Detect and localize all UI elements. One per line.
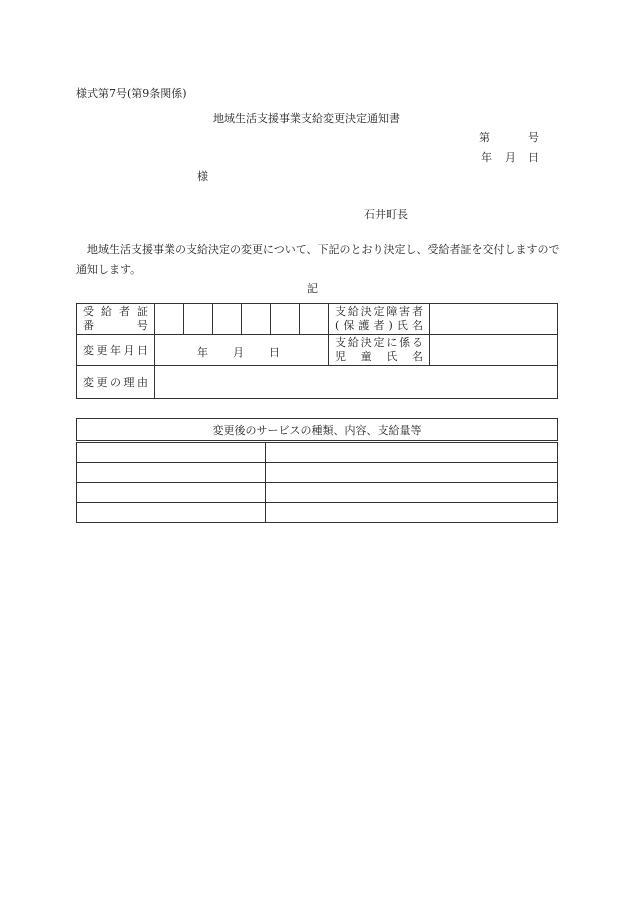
change-reason-label xyxy=(77,366,155,399)
cert-number-digit-box xyxy=(300,304,329,335)
label-char: 児 xyxy=(335,350,346,363)
cert-number-label-line2 xyxy=(83,319,148,333)
label-char: に xyxy=(386,336,398,349)
change-date-field xyxy=(155,335,329,366)
label-char: 年 xyxy=(110,344,121,357)
service-type-cell xyxy=(77,483,266,503)
service-detail-cell xyxy=(266,483,558,503)
label-char: 名 xyxy=(411,319,423,332)
issue-date-year: 年 xyxy=(481,151,492,164)
form-number-label: 様式第7号(第9条関係) xyxy=(76,87,187,100)
label-char: 障 xyxy=(386,305,398,318)
info-table xyxy=(76,303,558,399)
change-date-year: 年 xyxy=(197,346,208,359)
label-char: 月 xyxy=(123,344,135,357)
change-date-label xyxy=(77,335,155,366)
guardian-name-label-line1 xyxy=(335,305,423,319)
notice-body-text: 地域生活支援事業の支給決定の変更について、下記のとおり決定し、受給者証を交付しますので通知します。 xyxy=(76,243,560,276)
cert-number-digit-box xyxy=(242,304,271,335)
change-date-month: 月 xyxy=(233,346,244,359)
change-reason-field xyxy=(155,366,558,399)
label-char: 氏 xyxy=(386,350,398,363)
label-char: 決 xyxy=(360,336,372,349)
service-type-cell xyxy=(77,463,266,483)
label-char: 給 xyxy=(347,336,359,349)
change-date-day: 日 xyxy=(269,346,280,359)
label-char: 日 xyxy=(137,344,148,357)
label-char: 者 xyxy=(373,319,385,332)
guardian-name-field xyxy=(430,304,558,335)
label-char: 者 xyxy=(119,305,130,318)
cert-number-digit-box xyxy=(271,304,300,335)
ki-label: 記 xyxy=(307,282,318,295)
label-char: 定 xyxy=(373,336,385,349)
child-name-label-line1 xyxy=(335,336,423,350)
label-char: 名 xyxy=(411,350,423,363)
issuer-name: 石井町長 xyxy=(364,208,408,221)
label-char: 由 xyxy=(137,376,148,389)
label-char: 者 xyxy=(411,305,423,318)
cert-number-digit-box xyxy=(155,304,184,335)
label-char: 変 xyxy=(83,344,94,357)
label-char: 支 xyxy=(335,305,346,318)
label-char: 給 xyxy=(101,305,112,318)
service-table-header: 変更後のサービスの種類、内容、支給量等 xyxy=(77,419,558,442)
service-detail-cell xyxy=(266,503,558,523)
cert-number-label-line1 xyxy=(83,305,148,319)
service-type-cell xyxy=(77,442,266,463)
label-char: 定 xyxy=(373,305,385,318)
label-char: 号 xyxy=(137,319,148,332)
issue-date-day: 日 xyxy=(528,151,539,164)
child-name-label xyxy=(329,335,430,366)
recipient-honorific: 様 xyxy=(197,170,208,183)
doc-number-prefix: 第 xyxy=(479,131,490,144)
child-name-field xyxy=(430,335,558,366)
label-char: の xyxy=(110,376,121,389)
service-type-cell xyxy=(77,503,266,523)
doc-number-suffix: 号 xyxy=(528,131,539,144)
label-char: 童 xyxy=(360,350,372,363)
service-table xyxy=(76,418,558,523)
label-char: 証 xyxy=(137,305,148,318)
cert-number-label xyxy=(77,304,155,335)
service-detail-cell xyxy=(266,442,558,463)
label-char: 給 xyxy=(347,305,359,318)
label-char: 理 xyxy=(123,376,135,389)
service-detail-cell xyxy=(266,463,558,483)
label-char: ( xyxy=(335,319,340,332)
label-char: 害 xyxy=(399,305,411,318)
label-char: 氏 xyxy=(396,319,408,332)
label-char: る xyxy=(411,336,423,349)
child-name-label-line2 xyxy=(335,350,423,364)
label-char: 係 xyxy=(399,336,411,349)
label-char: 更 xyxy=(96,344,108,357)
issue-date-month: 月 xyxy=(505,151,516,164)
document-title: 地域生活支援事業支給変更決定通知書 xyxy=(213,112,400,125)
label-char: 決 xyxy=(360,305,372,318)
label-char: 保 xyxy=(343,319,355,332)
label-char: 受 xyxy=(83,305,94,318)
label-char: ) xyxy=(388,319,393,332)
label-char: 護 xyxy=(358,319,370,332)
label-char: 番 xyxy=(83,319,94,332)
label-char: 変 xyxy=(83,376,94,389)
cert-number-digit-box xyxy=(213,304,242,335)
label-char: 更 xyxy=(96,376,108,389)
label-char: 支 xyxy=(335,336,346,349)
guardian-name-label-line2 xyxy=(335,319,423,333)
guardian-name-label xyxy=(329,304,430,335)
cert-number-digit-box xyxy=(184,304,213,335)
